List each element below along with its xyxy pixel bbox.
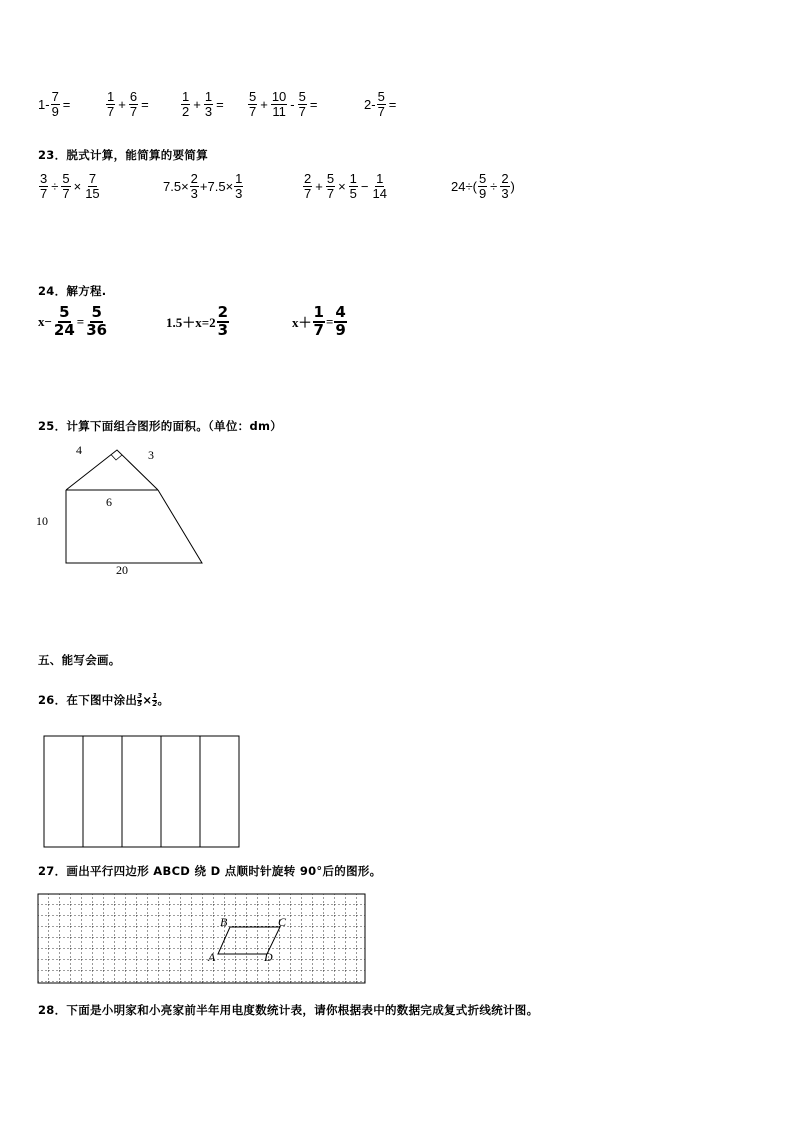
oral-calc-5 bbox=[364, 90, 398, 118]
grid-pattern bbox=[38, 894, 365, 983]
fraction: $\frac{5}{7}$ bbox=[249, 89, 257, 119]
label-right-leg: 3 bbox=[148, 448, 154, 462]
fraction: $\frac{6}{7}$ bbox=[129, 89, 138, 119]
operator: + bbox=[260, 96, 268, 112]
fraction: $\frac{5}{24}$ bbox=[53, 303, 75, 339]
dotted-grid[interactable] bbox=[37, 893, 367, 985]
fraction: $\frac{1}{7}$ bbox=[313, 303, 324, 339]
fraction: $\frac{1}{3}$ bbox=[204, 89, 213, 119]
expr-text: 1.5＋x=2 bbox=[166, 315, 216, 331]
q23-expr-3 bbox=[302, 172, 389, 200]
fraction: $\frac{5}{7}$ bbox=[377, 89, 385, 119]
question-27-heading: 27．画出平行四边形 ABCD 绕 D 点顺时针旋转 90°后的图形。 bbox=[38, 864, 382, 878]
question-25-heading: 25．计算下面组合图形的面积。（单位：dm） bbox=[38, 419, 283, 433]
operator: ÷ bbox=[490, 178, 498, 194]
operator: × bbox=[73, 178, 82, 194]
q24-equation-1 bbox=[38, 305, 109, 339]
operator: × bbox=[338, 178, 346, 194]
point-b-label: B bbox=[220, 915, 228, 929]
equals-sign: = bbox=[141, 96, 149, 112]
point-d-label: D bbox=[264, 950, 273, 964]
q24-equation-3 bbox=[292, 305, 348, 339]
question-23-heading: 23．脱式计算，能简算的要简算 bbox=[38, 148, 209, 162]
fraction: $\frac{10}{11}$ bbox=[271, 89, 287, 119]
label-bottom: 20 bbox=[116, 563, 128, 577]
point-c-label: C bbox=[278, 915, 287, 929]
shading-rectangle[interactable] bbox=[43, 735, 241, 849]
fraction: $\frac{5}{7}$ bbox=[62, 171, 70, 201]
q23-expr-1 bbox=[38, 172, 102, 200]
section-5-heading: 五、能写会画。 bbox=[38, 653, 121, 667]
fraction: $\frac{1}{14}$ bbox=[372, 171, 387, 201]
question-28-heading: 28．下面是小明家和小亮家前半年用电度数统计表，请你根据表中的数据完成复式折线统计图。 bbox=[38, 1003, 539, 1017]
fraction: $\frac{1}{7}$ bbox=[107, 89, 115, 119]
fraction: $\frac{3}{7}$ bbox=[40, 171, 48, 201]
fraction: $\frac{5}{7}$ bbox=[298, 89, 306, 119]
expr-text: 2- bbox=[364, 96, 376, 112]
fraction: $\frac{3}{5}$ bbox=[137, 691, 143, 708]
right-angle-mark bbox=[111, 455, 122, 461]
operator: − bbox=[360, 178, 369, 194]
oral-calc-4 bbox=[247, 90, 319, 118]
expr-text: 1- bbox=[38, 96, 50, 112]
label-hypotenuse: 6 bbox=[106, 495, 112, 509]
fraction: $\frac{1}{2}$ bbox=[182, 89, 190, 119]
expr-text: 24÷( bbox=[451, 178, 477, 194]
oral-calc-2 bbox=[105, 90, 151, 118]
operator: - bbox=[290, 96, 295, 112]
heading-text: 26．在下图中涂出 bbox=[38, 693, 138, 707]
expr-text: x＋ bbox=[292, 315, 312, 331]
fraction: $\frac{4}{9}$ bbox=[335, 303, 346, 339]
operator: + bbox=[118, 96, 126, 112]
expr-text: +7.5× bbox=[199, 178, 234, 194]
q23-expr-4 bbox=[451, 172, 515, 200]
fraction: $\frac{2}{3}$ bbox=[190, 171, 198, 201]
equals-sign: = bbox=[309, 96, 318, 112]
oral-calc-1 bbox=[38, 90, 72, 118]
fraction: $\frac{1}{2}$ bbox=[152, 691, 158, 708]
fraction: $\frac{5}{36}$ bbox=[86, 303, 108, 339]
expr-text: ) bbox=[510, 178, 515, 194]
expr-text: x− bbox=[38, 313, 52, 329]
fraction: $\frac{1}{3}$ bbox=[235, 171, 243, 201]
q24-equation-2 bbox=[166, 305, 230, 339]
trapezoid-outline bbox=[66, 490, 202, 563]
fraction: $\frac{5}{7}$ bbox=[326, 171, 335, 201]
q23-expr-2 bbox=[163, 172, 244, 200]
label-height: 10 bbox=[36, 514, 48, 528]
equals-sign: = bbox=[216, 96, 224, 112]
fraction: $\frac{2}{3}$ bbox=[501, 171, 509, 201]
operator: × bbox=[142, 693, 153, 707]
equals-sign: = bbox=[76, 313, 85, 329]
equals-sign: = bbox=[62, 96, 71, 112]
label-left-leg: 4 bbox=[76, 443, 82, 457]
point-a-label: A bbox=[208, 950, 216, 964]
fraction: $\frac{2}{3}$ bbox=[217, 303, 229, 339]
rectangle-outline bbox=[44, 736, 239, 847]
question-26-heading bbox=[38, 692, 169, 708]
oral-calc-3 bbox=[180, 90, 226, 118]
equals-sign: = bbox=[388, 96, 397, 112]
equals-sign: = bbox=[325, 313, 334, 329]
fraction: $\frac{7}{15}$ bbox=[85, 171, 100, 201]
fraction: $\frac{1}{5}$ bbox=[349, 171, 357, 201]
fraction: $\frac{2}{7}$ bbox=[304, 171, 312, 201]
fraction: $\frac{7}{9}$ bbox=[51, 89, 59, 119]
operator: ÷ bbox=[51, 178, 59, 194]
heading-text: 。 bbox=[157, 693, 170, 707]
question-24-heading: 24．解方程. bbox=[38, 284, 107, 298]
operator: + bbox=[315, 178, 323, 194]
operator: + bbox=[193, 96, 201, 112]
fraction: $\frac{5}{9}$ bbox=[478, 171, 487, 201]
expr-text: 7.5× bbox=[163, 178, 189, 194]
